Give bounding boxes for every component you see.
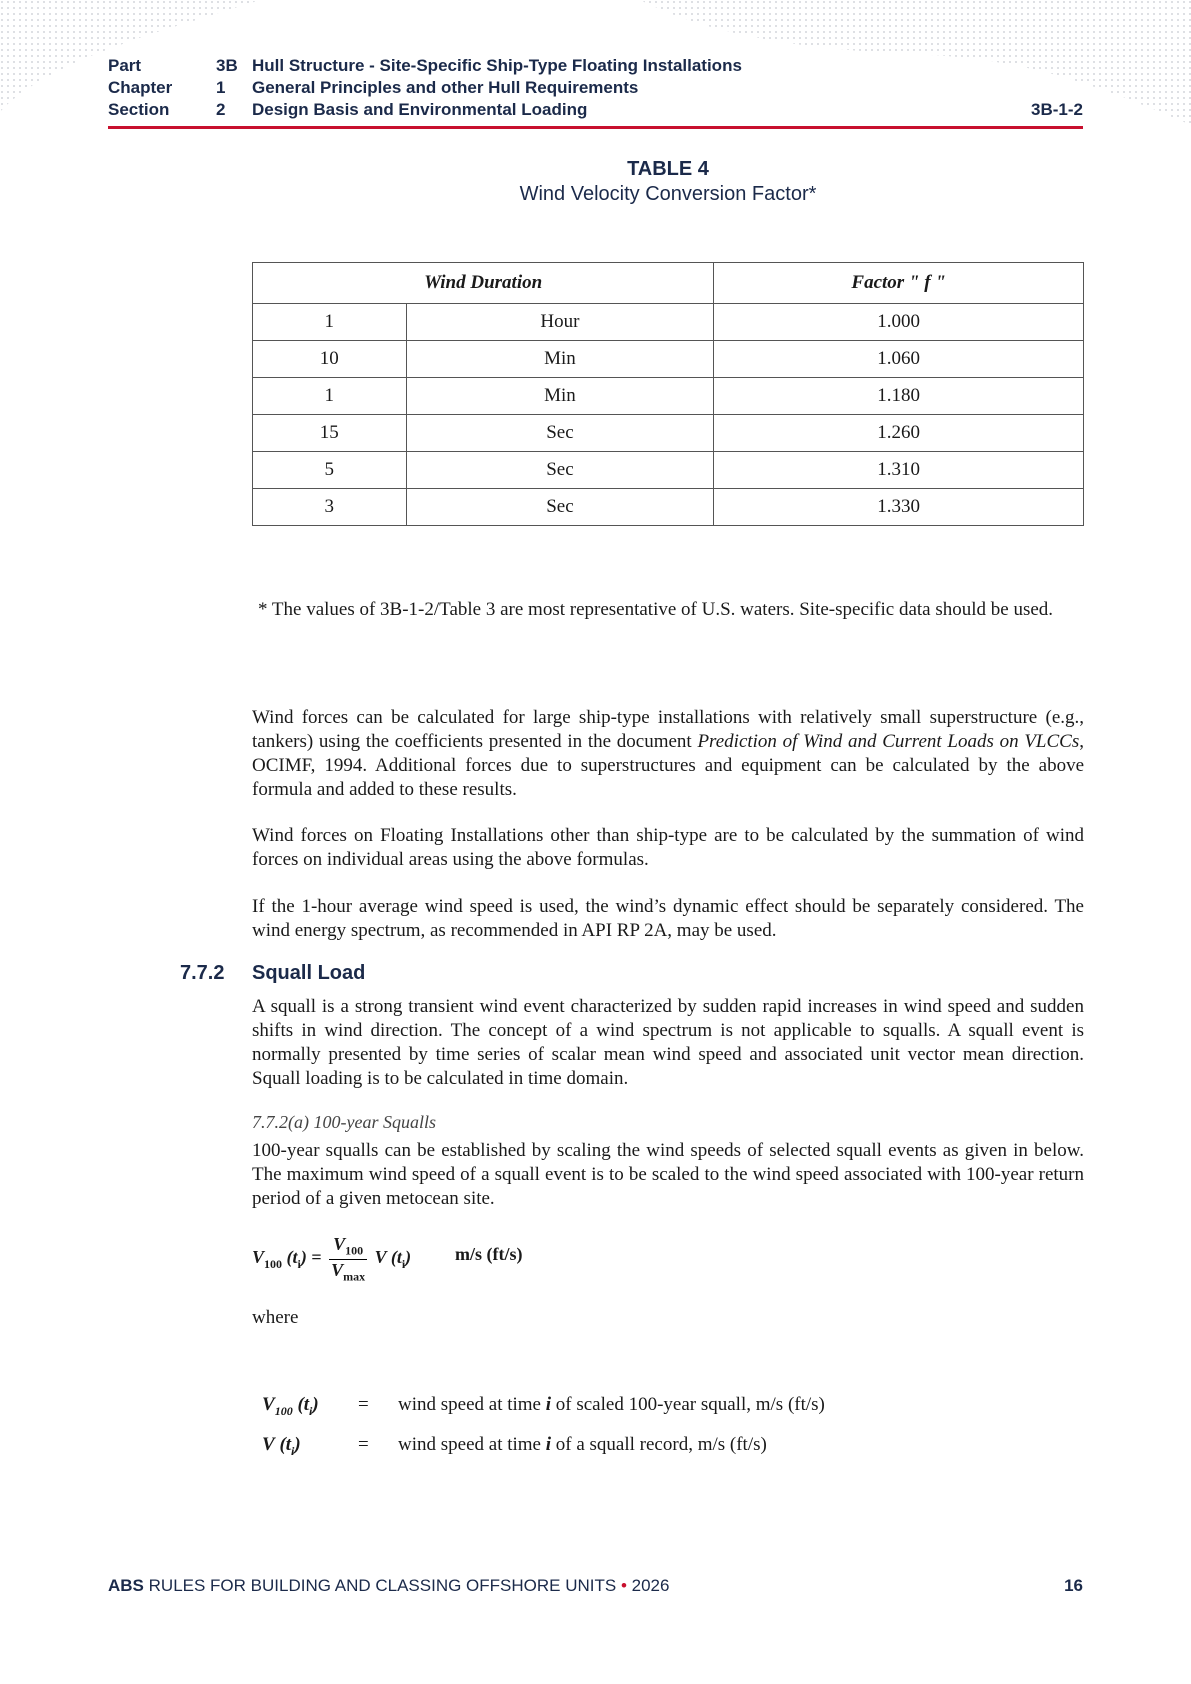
footer-doc-title: RULES FOR BUILDING AND CLASSING OFFSHORE UNITS [148, 1576, 617, 1595]
duration-unit: Sec [406, 452, 714, 489]
footer-separator: • [620, 1576, 627, 1595]
paragraph-text: , OCIMF, 1994. Additional forces due to superstructures and equipment can be calculated by the above formula and added to these results. [252, 731, 1084, 800]
page-number: 16 [1064, 1576, 1083, 1595]
footer-title [108, 1576, 669, 1596]
formula-subscript: i [401, 1256, 406, 1271]
duration-unit: Hour [406, 304, 714, 341]
duration-value: 3 [253, 489, 407, 526]
definition-equals: = [358, 1394, 369, 1415]
footer-year: 2026 [631, 1576, 670, 1595]
definition-symbol: $V_{100}$ $(t_i)$ [262, 1394, 319, 1418]
duration-value: 10 [253, 341, 407, 378]
factor-value: 1.260 [714, 415, 1084, 452]
duration-value: 1 [253, 378, 407, 415]
table-row [253, 304, 1084, 341]
formula-fraction [329, 1234, 367, 1284]
duration-value: 15 [253, 415, 407, 452]
paragraph-squall-definition: A squall is a strong transient wind event characterized by sudden rapid increases in wind speed and sudden shifts in wind direction. The concept of a wind spectrum is not applicable to squalls. A squall event is normally presented by time series of scalar mean wind speed and associated unit vector mean direction. Squall loading is to be calculated in time domain. [252, 996, 1084, 1089]
header-key: Part [108, 56, 142, 75]
table-row [253, 489, 1084, 526]
factor-value: 1.180 [714, 378, 1084, 415]
formula-argument: (t [286, 1247, 298, 1268]
header-num: 1 [216, 78, 226, 97]
definition-text: wind speed at time i of a squall record, m/s (ft/s) [398, 1434, 767, 1455]
table-row [253, 378, 1084, 415]
section-title: Squall Load [252, 962, 366, 984]
footer-brand: ABS [108, 1576, 144, 1595]
header-title: General Principles and other Hull Requirements [252, 78, 639, 97]
paragraph-dynamic-effect: If the 1-hour average wind speed is used, the wind’s dynamic effect should be separately considered. The wind energy spectrum, as recommended in API RP 2A, may be used. [252, 896, 1084, 941]
definition-equals: = [358, 1434, 369, 1455]
where-label: where [252, 1307, 299, 1328]
formula-subscript: i [297, 1256, 301, 1271]
section-number: 7.7.2 [180, 962, 225, 984]
paragraph-wind-forces [252, 706, 1084, 802]
subsection-title: 7.7.2(a) 100-year Squalls [252, 1112, 436, 1132]
formula-symbol: V [252, 1247, 265, 1268]
duration-value: 5 [253, 452, 407, 489]
table-footnote: * The values of 3B-1-2/Table 3 are most representative of U.S. waters. Site-specific data should be used. [258, 599, 1054, 620]
header-wind-duration: Wind Duration [253, 263, 714, 304]
factor-value: 1.060 [714, 341, 1084, 378]
header-code: 3B-1-2 [1031, 100, 1083, 119]
duration-unit: Sec [406, 489, 714, 526]
formula-units: m/s (ft/s) [455, 1244, 523, 1264]
paragraph-text: Wind forces can be calculated for large ship-type installations with relatively small superstructure (e.g., tankers) using the coefficients presented in the document [252, 707, 1084, 752]
header-rule [108, 126, 1083, 129]
definition-text: wind speed at time i of scaled 100-year squall, m/s (ft/s) [398, 1394, 825, 1415]
table-row [253, 341, 1084, 378]
header-num: 3B [216, 56, 238, 75]
paragraph-100-year-squalls: 100-year squalls can be established by scaling the wind speeds of selected squall events as given in below. The maximum wind speed of a squall event is to be scaled to the wind speed associated with 100-year return period of a given metocean site. [252, 1140, 1084, 1209]
definition-symbol: V $(t_i)$ [262, 1434, 301, 1458]
formula-rhs: V (t [374, 1247, 402, 1268]
header-key: Section [108, 100, 170, 119]
header-key: Chapter [108, 78, 173, 97]
table-row [253, 452, 1084, 489]
factor-value: 1.330 [714, 489, 1084, 526]
duration-value: 1 [253, 304, 407, 341]
header-title: Design Basis and Environmental Loading [252, 100, 588, 119]
header-num: 2 [216, 100, 226, 119]
table-row [253, 415, 1084, 452]
paragraph-other-installations: Wind forces on Floating Installations other than ship-type are to be calculated by the summation of wind forces on individual areas using the above formulas. [252, 825, 1084, 870]
formula-denominator: V [331, 1259, 344, 1280]
duration-unit: Min [406, 378, 714, 415]
duration-unit: Min [406, 341, 714, 378]
factor-value: 1.310 [714, 452, 1084, 489]
header-factor: Factor " f " [714, 263, 1084, 304]
table-number: TABLE 4 [627, 158, 709, 180]
header-title: Hull Structure - Site-Specific Ship-Type Floating Installations [252, 56, 742, 75]
formula-subscript: max [343, 1269, 366, 1284]
formula-subscript: 100 [264, 1256, 283, 1271]
wind-factor-table [252, 262, 1084, 526]
table-title: Wind Velocity Conversion Factor* [519, 183, 817, 205]
table-header-row [253, 263, 1084, 304]
squall-scaling-formula: $V_{100}$ $(t_i)$ = $\frac{V_{100}}{V_{max}}$ V $(t_i)$ [252, 1234, 412, 1284]
reference-title: Prediction of Wind and Current Loads on VLCCs [697, 731, 1080, 752]
formula-subscript: 100 [345, 1243, 364, 1258]
formula-numerator: V [333, 1234, 346, 1254]
duration-unit: Sec [406, 415, 714, 452]
factor-value: 1.000 [714, 304, 1084, 341]
